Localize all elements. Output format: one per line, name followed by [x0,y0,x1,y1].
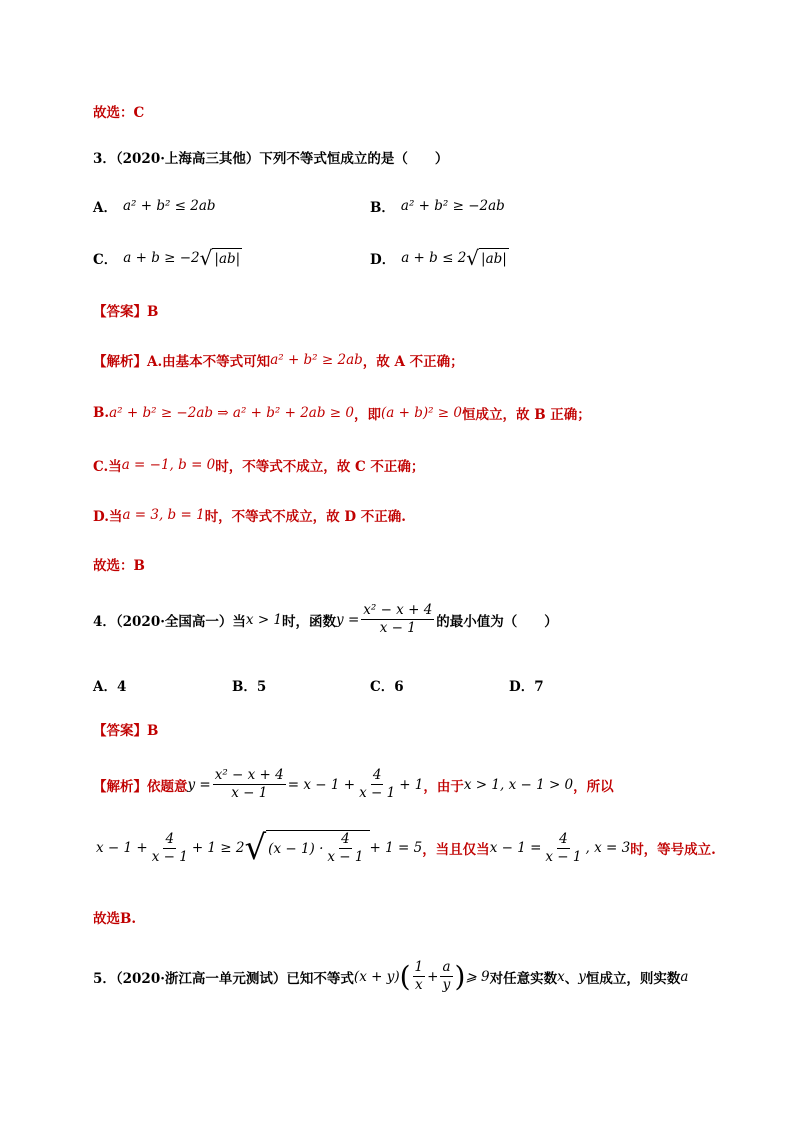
q3-option-d-sqrt: √ |ab| [466,246,507,270]
q4-exp-2-frac2 [543,832,583,865]
q4-exp-1-frac1-den: x − 1 [231,785,268,801]
q4-exp-1-frac1 [213,768,286,801]
q5-math1: (x + y) [353,968,400,985]
q4-option-b [232,675,266,695]
q5-frac1-den: x [415,977,423,993]
q5-a: a [680,968,689,985]
q3-choose-text: 故选：B [93,558,145,574]
q5-post: 恒成立，则实数 [585,970,681,987]
q4-option-d [509,675,544,695]
q3-exp-2 [93,403,591,423]
q3-exp-3-math: a = −1, b = 0 [121,457,216,473]
q5-plus: + [427,968,439,985]
q4-choose [93,907,136,927]
q4-option-a [93,675,126,695]
q4-exp-2-a: x − 1 + [96,840,148,856]
q4-answer-text: 【答案】B [93,723,159,739]
q3-choose [93,554,145,574]
q4-exp-2-radicand [266,830,369,866]
q4-stem-y: y = [336,611,360,628]
q4-exp-1-pre: 【解析】依题意 [93,778,188,795]
q4-exp-1-frac2-num: 4 [372,767,382,783]
q4-exp-1-frac2-den: x − 1 [359,785,396,801]
q3-exp-4-post: 时，不等式不成立，故 D 不正确. [204,509,406,525]
q5-frac2-den: y [442,977,451,993]
q4-exp-1-mid2: + 1 [399,776,424,793]
q3-answer-text: 【答案】B [93,304,159,320]
q4-exp-1-mid1: = x − 1 + [287,776,356,793]
q4-exp-2-text: ，当且仅当 [422,842,490,858]
q4-stem-fraction [361,603,434,636]
q3-option-d-label: D． [370,252,396,268]
q4-exp-2-frac2-num: 4 [559,830,568,847]
q4-exp-1 [93,768,614,801]
q5-sep: 、 [564,970,579,987]
q5-math2: ⩾ 9 [465,968,490,985]
q5-right-paren: ) [454,959,466,993]
q3-option-d [370,248,509,268]
q4-stem [93,603,558,636]
q5-frac1-num: 1 [414,959,424,975]
q4-option-c [370,675,404,695]
q4-exp-2-frac1 [150,832,190,865]
q3-option-b-label: B． [370,200,395,216]
q3-exp-4 [93,505,406,525]
q4-stem-post: 的最小值为（ ） [436,613,558,630]
q4-option-c-text: C．6 [370,679,404,695]
q5-frac2 [440,960,452,993]
q4-exp-2-rad-frac-num: 4 [341,831,350,847]
q3-option-d-radicand: |ab| [479,248,509,268]
choose-c-text: 故选：C [93,105,145,121]
q4-exp-1-cond: x > 1, x − 1 > 0 [463,776,574,793]
q3-stem-text: 3．（2020·上海高三其他）下列不等式恒成立的是（ ） [93,151,449,167]
q4-exp-1-post: ，所以 [573,778,614,795]
q4-stem-condition: x > 1 [245,611,283,628]
q4-exp-2-frac1-den: x − 1 [151,848,188,865]
q3-exp-1-math: a² + b² ≥ 2ab [270,352,363,368]
q4-option-d-text: D．7 [509,679,544,695]
q3-exp-2-pre: B. [93,405,110,421]
q4-choose-text: 故选B. [93,911,137,927]
q4-exp-2-d: x − 1 = [489,840,542,856]
q3-option-b [370,196,505,216]
q4-exp-2-frac1-num: 4 [165,830,175,847]
q4-option-b-text: B．5 [232,679,267,695]
q4-stem-mid: 时，函数 [282,613,337,630]
q5-x: x [557,968,565,985]
q4-option-a-text: A．4 [93,679,127,695]
q4-exp-2-c: + 1 = 5 [369,840,423,856]
q4-stem-numerator: x² − x + 4 [363,602,433,618]
q3-exp-4-math: a = 3, b = 1 [122,507,205,523]
q4-stem-denominator: x − 1 [379,620,416,636]
q3-exp-3-post: 时，不等式不成立，故 C 不正确； [215,459,425,475]
q4-exp-2-e: , x = 3 [585,840,631,856]
q3-option-b-math: a² + b² ≥ −2ab [400,198,505,214]
q3-exp-2-math2: (a + b)² ≥ 0 [380,405,462,421]
q4-exp-2-frac2-den: x − 1 [545,848,582,865]
q4-answer [93,719,158,739]
q4-exp-2-post: 时，等号成立. [630,842,716,858]
q3-option-d-math: a + b ≤ 2 [401,250,467,266]
q5-mid: 对任意实数 [489,970,558,987]
q3-option-a-label: A． [93,200,117,216]
q3-exp-4-pre: D.当 [93,509,123,525]
q3-exp-1-pre: 【解析】A.由基本不等式可知 [93,354,271,370]
q4-exp-2-rad-frac [325,832,365,865]
q5-stem [93,960,688,993]
q3-option-c-radicand: |ab| [212,248,242,268]
q5-left-paren: ( [399,959,411,993]
q3-exp-2-post: 恒成立，故 B 正确； [462,407,591,423]
q3-option-c [93,248,242,268]
q5-y: y [578,968,586,985]
q5-pre: 5．（2020·浙江高一单元测试）已知不等式 [93,970,354,987]
q3-exp-2-mid: ，即 [353,407,381,423]
q4-exp-2-b: + 1 ≥ 2 [191,840,245,856]
q4-exp-1-y: y = [187,776,211,793]
q4-exp-1-text: ，由于 [423,778,464,795]
choose-c [93,101,144,121]
q4-stem-pre: 4．（2020·全国高一）当 [93,613,246,630]
q4-exp-2-rad-a: (x − 1) · [268,840,324,857]
q4-exp-2-rad-frac-den: x − 1 [327,849,364,865]
q3-exp-3-pre: C.当 [93,459,122,475]
q4-exp-1-frac1-num: x² − x + 4 [214,767,284,783]
q4-exp-1-frac2 [357,768,397,801]
q3-stem [93,147,448,167]
q3-exp-1-post: ，故 A 不正确； [362,354,464,370]
q3-option-c-sqrt: √ |ab| [199,246,241,270]
q3-answer [93,300,158,320]
q5-frac1 [413,960,426,993]
q3-exp-1 [93,350,464,370]
q3-option-c-math: a + b ≥ −2 [123,250,200,266]
q3-exp-2-math1: a² + b² ≥ −2ab ⇒ a² + b² + 2ab ≥ 0 [109,405,354,421]
q4-exp-2-sqrt: √ (x − 1) · $\frac{4}{x - 1}$ [245,830,370,866]
q4-exp-2 [96,830,716,866]
q3-option-a [93,196,216,216]
q3-exp-3 [93,455,424,475]
q5-frac2-num: a [442,959,451,975]
q3-option-a-math: a² + b² ≤ 2ab [122,198,216,214]
q3-option-c-label: C． [93,252,118,268]
